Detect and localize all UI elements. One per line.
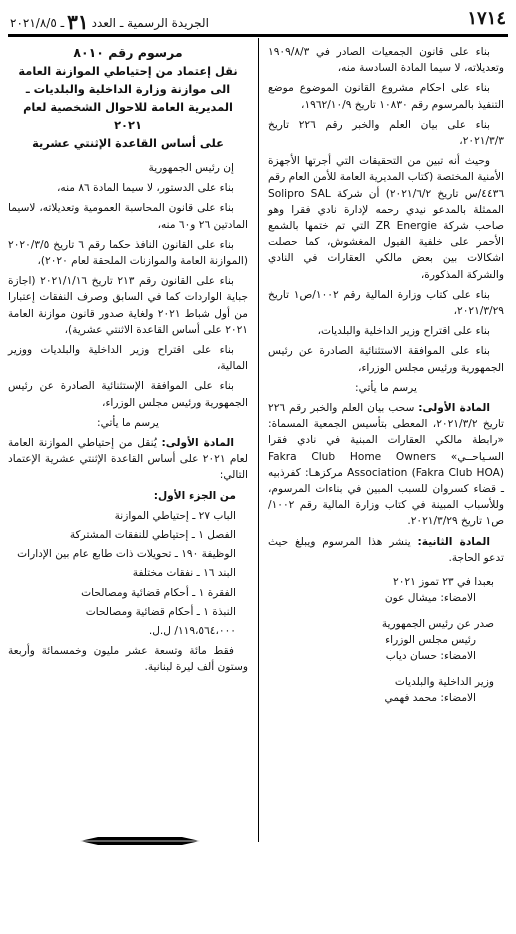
article-text: سحب بيان العلم والخبر رقم ٢٢٦ تاريخ ٢٠٢١/٣/٢، المعطى بتأسيس الجمعية المسماة: «رابطة مالكي العقارات المبنية في نادي فقرا السـياحــي» Fakra Club Home Owners Association (Fakra Club HOA) مركزهـا: كفرذبيه ـ قضاء كسروان للسبب المبين في بناءات المرسوم، وللأسباب المبينة في كتاب وزارة المالية رقم ١٠٠٢/ص١ تاريخ ٢٠٢١/٣/٢٩.	[268, 402, 504, 528]
article-label: المادة الأولى:	[418, 402, 490, 415]
right-column	[268, 44, 504, 706]
paragraph: بناء على قانون المحاسبة العمومية وتعديلاته، لاسيما المادتين ٢٦ و٦٠ منه،	[8, 202, 248, 231]
paragraph: بناء على القانون النافذ حكما رقم ٦ تاريخ ٢٠٢٠/٣/٥ (الموازنة العامة والموازنات الملحقة لعام ٢٠٢٠)،	[8, 238, 248, 268]
end-ornament-icon	[80, 836, 200, 846]
article-1	[268, 400, 504, 530]
budget-item: النبذة ١ ـ أحكام قضائية ومصالحات	[85, 605, 236, 618]
header-rule	[8, 34, 508, 37]
paragraph: بناء على الدستور، لا سيما المادة ٨٦ منه،	[56, 182, 234, 195]
signature-block	[268, 574, 504, 706]
amount-figure: ١١٩،٥٦٤،٠٠٠/ ل.ل.	[148, 625, 236, 638]
pm-signature: الامضاء: حسان دياب	[385, 650, 476, 663]
paragraph: بناء على اقتراح وزير الداخلية والبلديات ووزير المالية،	[8, 344, 248, 373]
subject-line: نقل إعتماد من إحتياطي الموازنة العامة	[18, 64, 238, 78]
decree-subject	[8, 62, 248, 152]
left-column	[8, 44, 248, 680]
decree-line: يرسم ما يأتي:	[97, 416, 159, 429]
paragraph: بناء على كتاب وزارة المالية رقم ١٠٠٢/ص١ تاريخ ٢٠٢١/٣/٢٩،	[268, 288, 504, 318]
paragraph: بناء على الموافقة الاستثنائية الصادرة عن رئيس الجمهورية ورئيس مجلس الوزراء،	[268, 345, 504, 374]
pm-title: رئيس مجلس الوزراء	[385, 634, 476, 647]
article-text: ينشر هذا المرسوم ويبلغ حيث تدعو الحاجة.	[268, 535, 504, 564]
part-heading: من الجزء الأول:	[153, 489, 236, 502]
decree-title: مرسوم رقم ٨٠١٠	[73, 45, 183, 60]
minister-signature: الامضاء: محمد فهمي	[384, 692, 476, 705]
issued-by: صدر عن رئيس الجمهورية	[381, 618, 494, 631]
paragraph: بناء على اقتراح وزير الداخلية والبلديات،	[317, 325, 490, 338]
issue-number: ٣١	[67, 10, 89, 34]
paragraph: بناء على بيان العلم والخبر رقم ٢٢٦ تاريخ ٢٠٢١/٣/٣،	[268, 118, 504, 148]
subject-line: الى موازنة وزارة الداخلية والبلديات ـ	[25, 82, 231, 96]
president-signature: الامضاء: ميشال عون	[384, 592, 476, 605]
issue-date: ـ ٢٠٢١/٨/٥	[10, 16, 65, 30]
paragraph: بناء على احكام مشروع القانون الموضوع موضع التنفيذ بالمرسوم رقم ١٠٨٣٠ تاريخ ١٩٦٢/١٠/٩،	[268, 82, 504, 111]
article-label: المادة الثانية:	[417, 535, 490, 548]
budget-item: البند ١٦ ـ نفقات مختلفة	[132, 567, 236, 580]
paragraph: وحيث أنه تبين من التحقيقات التي أجرتها الأجهزة الأمنية المختصة (كتاب المديرية العامة للأمن العام رقم ٤٤٣٦/س تاريخ ٢٠٢١/٦/٢) أن شركة Solipro SAL الممثلة بالمدعو نيدي رحمه لإدارة نادي فقرا وهو صاحب شركة ZR Energie التي تم ختمها بالشمع الأحمر على خلفية الفيول المغشوش، كما حصلت اشكالات بين بعض مالكي العقارات في النادي والشركة المذكورة،	[268, 155, 505, 281]
decree-line: يرسم ما يأتي:	[355, 381, 417, 394]
budget-item: الباب ٢٧ ـ إحتياطي الموازنة	[114, 509, 236, 522]
article-1	[8, 435, 248, 484]
column-divider	[258, 38, 259, 842]
amount-words: فقط مائة وتسعة عشر مليون وخمسمائة وأربعة وستون ألف ليرة لبنانية.	[8, 645, 248, 674]
place-date: بعبدا في ٢٣ تموز ٢٠٢١	[393, 576, 494, 589]
paragraph: بناء على القانون رقم ٢١٣ تاريخ ٢٠٢١/١/١٦ (اجازة جباية الواردات كما في السابق وصرف النفقات إعتبارا من أول شباط ٢٠٢١ ولغاية صدور قانون موازنة العامة ٢٠٢١ على أساس القاعدة الاثنتي عشرية)،	[8, 275, 248, 336]
subject-line: المديرية العامة للاحوال الشخصية لعام ٢٠٢١	[23, 100, 233, 132]
gazette-title: الجريدة الرسمية ـ العدد	[91, 16, 209, 30]
budget-item: الوظيفة ١٩٠ ـ تحويلات ذات طابع عام بين الإدارات	[17, 548, 236, 561]
article-label: المادة الأولى:	[161, 437, 234, 450]
paragraph: بناء على الموافقة الإستثنائية الصادرة عن رئيس الجمهورية ورئيس مجلس الوزراء،	[8, 380, 248, 409]
subject-line: على أساس القاعدة الإثنتي عشرية	[32, 136, 224, 150]
page-number: ١٧١٤	[467, 8, 506, 29]
budget-item: الفقرة ١ ـ أحكام قضائية ومصالحات	[81, 586, 236, 599]
president-line: إن رئيس الجمهورية	[148, 162, 234, 174]
minister-title: وزير الداخلية والبلديات	[394, 676, 494, 689]
article-text: يُنقل من إحتياطي الموازنة العامة لعام ٢٠٢١ على أساس القاعدة الإثنتي عشرية الإعتماد التالي:	[8, 437, 248, 482]
gazette-issue-line	[10, 10, 209, 34]
article-2	[268, 534, 504, 566]
paragraph: بناء على قانون الجمعيات الصادر في ١٩٠٩/٨/٣ وتعديلاته، لا سيما المادة السادسة منه،	[268, 46, 504, 75]
page-header	[8, 6, 508, 32]
budget-item: الفصل ١ ـ إحتياطي للنفقات المشتركة	[69, 529, 236, 542]
